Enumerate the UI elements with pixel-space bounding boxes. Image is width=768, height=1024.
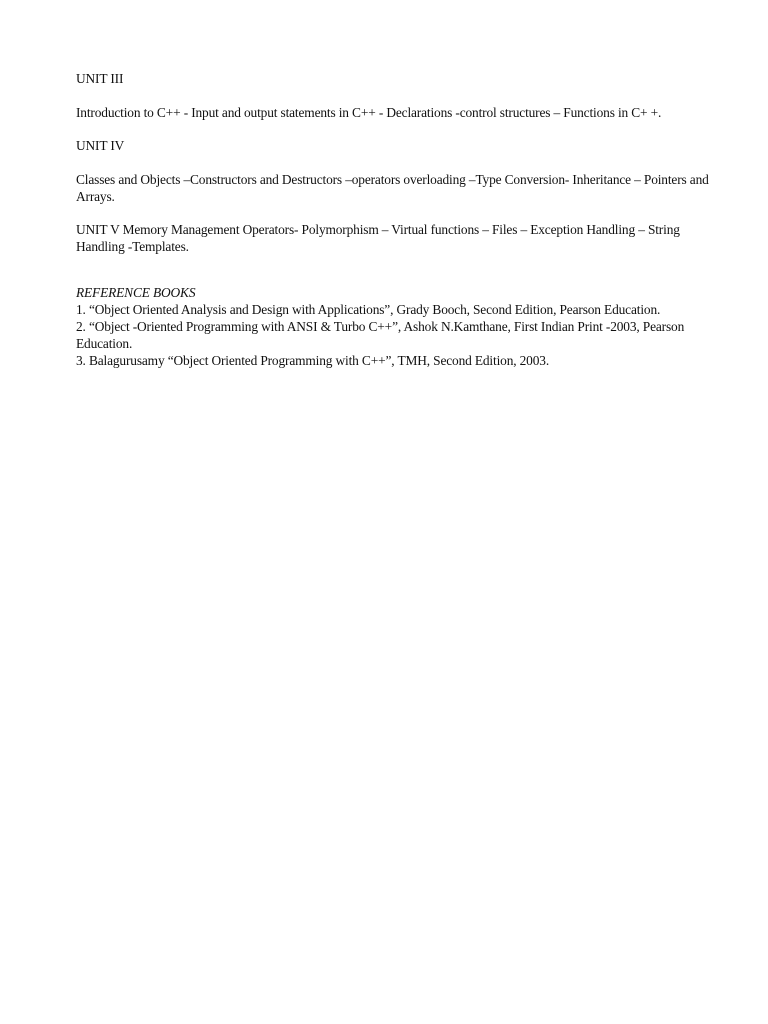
unit-4-body: Classes and Objects –Constructors and Destructors –operators overloading –Type Conversion- Inheritance – Pointers and Arrays.: [76, 172, 709, 204]
unit-3-body: Introduction to C++ - Input and output statements in C++ - Declarations -control structures – Functions in C+ +.: [76, 105, 662, 120]
section-spacer: [76, 271, 716, 284]
reference-item: 2. “Object -Oriented Programming with ANSI & Turbo C++”, Ashok N.Kamthane, First Indian Print -2003, Pearson Education.: [76, 319, 685, 351]
unit-3-heading: UNIT III: [76, 71, 124, 86]
reference-item: 3. Balagurusamy “Object Oriented Programming with C++”, TMH, Second Edition, 2003.: [76, 353, 550, 368]
reference-item: 1. “Object Oriented Analysis and Design with Applications”, Grady Booch, Second Edition, Pearson Education.: [76, 302, 661, 317]
syllabus-content: [76, 70, 716, 369]
unit-4-heading: UNIT IV: [76, 138, 125, 153]
unit-5-body: UNIT V Memory Management Operators- Polymorphism – Virtual functions – Files – Exception Handling – String Handling -Templates.: [76, 222, 680, 254]
reference-books-heading: REFERENCE BOOKS: [76, 285, 196, 300]
